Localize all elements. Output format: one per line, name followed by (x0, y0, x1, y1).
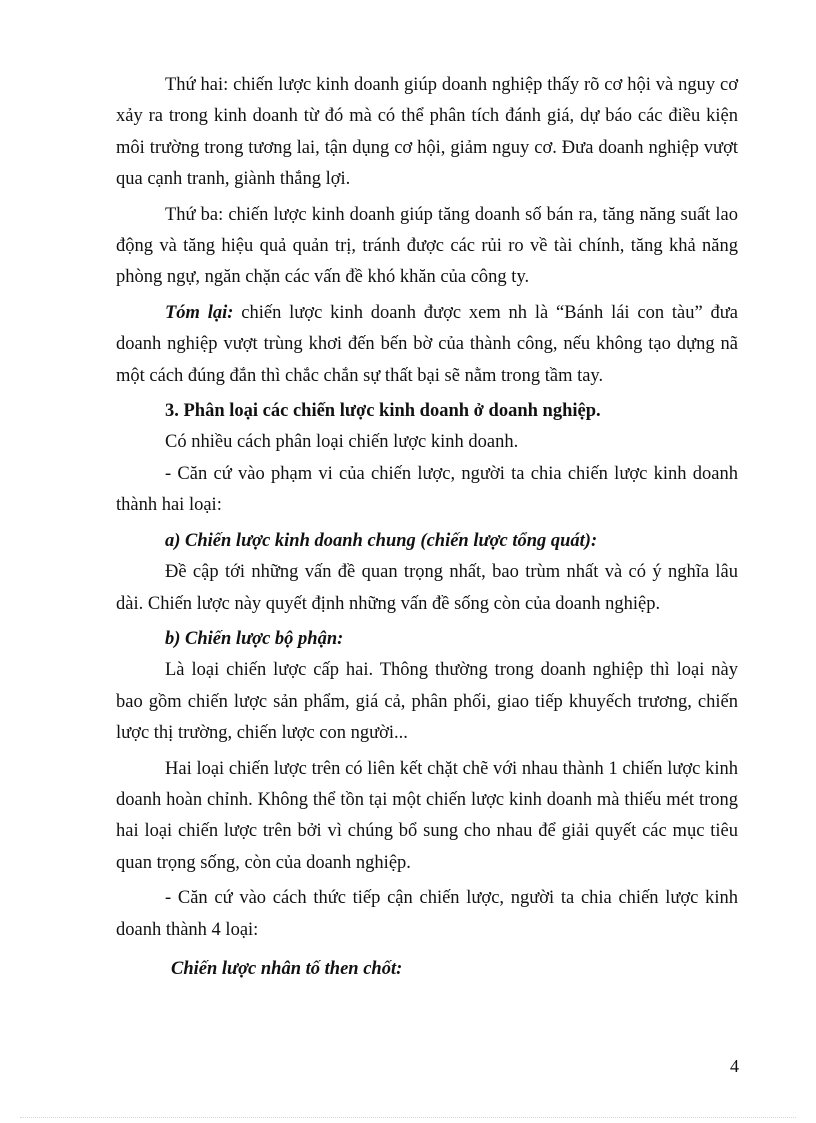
paragraph-general-strategy: Đề cập tới những vấn đề quan trọng nhất, bao trùm nhất và có ý nghĩa lâu dài. Chiến lược này quyết định những vấn đề sống còn của doanh nghiệp. (116, 562, 738, 614)
subheading-b: b) Chiến lược bộ phận: (165, 628, 344, 649)
page-body (116, 70, 738, 985)
paragraph-partial-strategy: Là loại chiến lược cấp hai. Thông thường trong doanh nghiệp thì loại này bao gồm chiến lược sản phẩm, giá cả, phân phối, giao tiếp khuyếch trương, chiến lược thị trường, chiến lược con người... (116, 660, 738, 744)
paragraph-scope-basis: - Căn cứ vào phạm vi của chiến lược, người ta chia chiến lược kinh doanh thành hai loại: (116, 463, 738, 516)
paragraph-classification-intro: Có nhiều cách phân loại chiến lược kinh doanh. (165, 432, 519, 453)
paragraph-two-types-linked: Hai loại chiến lược trên có liên kết chặt chẽ với nhau thành 1 chiến lược kinh doanh hoàn chỉnh. Không thể tồn tại một chiến lược kinh doanh mà thiếu mét trong hai loại chiến lược trên bởi vì chúng bổ sung cho nhau để giải quyết các mục tiêu quan trọng sống, còn của doanh nghiệp. (116, 758, 738, 873)
subheading-key-factor: Chiến lược nhân tố then chốt: (171, 958, 403, 979)
summary-label: Tóm lại: (165, 302, 234, 323)
paragraph-thu-ba: Thứ ba: chiến lược kinh doanh giúp tăng doanh số bán ra, tăng năng suất lao động và tăng hiệu quả quản trị, tránh được các rủi ro về tài chính, tăng khả năng phòng ngự, ngăn chặn các vấn đề khó khăn của công ty. (116, 204, 738, 288)
summary-text: chiến lược kinh doanh được xem nh là “Bánh lái con tàu” đưa doanh nghiệp vượt trùng khơi đến bến bờ của thành công, nếu không tạo dựng nã một cách đúng đắn thì chắc chắn sự thất bại sẽ nằm trong tầm tay. (116, 302, 739, 386)
paragraph-thu-hai: Thứ hai: chiến lược kinh doanh giúp doanh nghiệp thấy rõ cơ hội và nguy cơ xảy ra trong kinh doanh từ đó mà có thể phân tích đánh giá, dự báo các điều kiện môi trường trong tương lai, tận dụng cơ hội, giảm nguy cơ. Đưa doanh nghiệp vượt qua cạnh tranh, giành thắng lợi. (116, 75, 738, 190)
subheading-a: a) Chiến lược kinh doanh chung (chiến lược tổng quát): (165, 530, 598, 551)
section-heading-3: 3. Phân loại các chiến lược kinh doanh ở doanh nghiệp. (165, 401, 601, 422)
footer-divider (20, 1117, 796, 1118)
page-number: 4 (730, 1056, 739, 1076)
paragraph-approach-basis: - Căn cứ vào cách thức tiếp cận chiến lược, người ta chia chiến lược kinh doanh thành 4 loại: (116, 888, 738, 940)
paragraph-summary (116, 298, 738, 392)
